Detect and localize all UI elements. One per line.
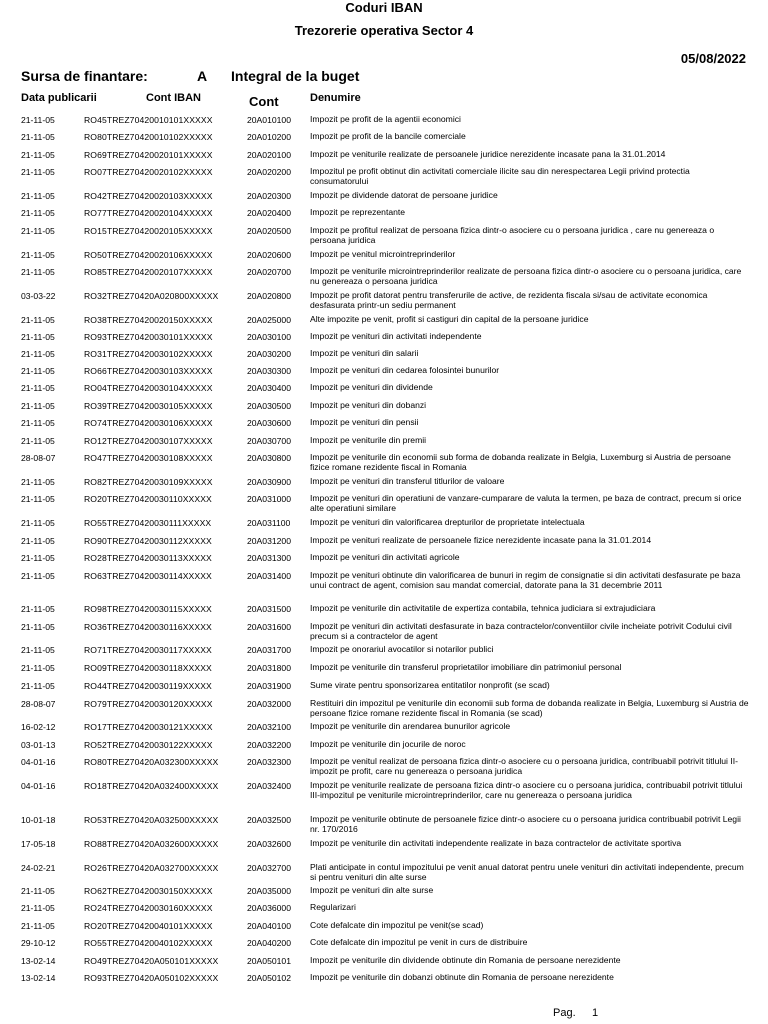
cell-iban: RO39TREZ70420030105XXXXX [84, 401, 213, 411]
cell-cont: 20A010200 [247, 132, 291, 142]
cell-iban: RO69TREZ70420020101XXXXX [84, 150, 213, 160]
cell-date: 04-01-16 [21, 757, 56, 767]
cell-denumire: Impozit pe profit datorat pentru transferurile de active, de rezidenta fiscala si/sau de activitate economica desfasurata printr-un sediu permanent [310, 290, 708, 310]
cell-denumire: Alte impozite pe venit, profit si castiguri din capital de la persoane juridice [310, 314, 589, 324]
column-header-denumire: Denumire [310, 92, 361, 104]
cell-date: 21-11-05 [21, 571, 55, 581]
cell-date: 03-03-22 [21, 291, 56, 301]
cell-denumire: Impozit pe veniturile din jocurile de noroc [310, 739, 466, 749]
cell-date: 04-01-16 [21, 781, 56, 791]
cell-cont: 20A030900 [247, 477, 291, 487]
cell-cont: 20A020500 [247, 226, 291, 236]
cell-denumire: Impozit pe veniturile din dobanzi obtinute din Romania de persoane nerezidente [310, 972, 614, 982]
cell-date: 21-11-05 [21, 115, 55, 125]
cell-iban: RO93TREZ70420030101XXXXX [84, 332, 213, 342]
cell-date: 21-11-05 [21, 208, 55, 218]
cell-iban: RO20TREZ70420030110XXXXX [84, 494, 212, 504]
cell-cont: 20A040100 [247, 921, 291, 931]
cell-cont: 20A031900 [247, 681, 291, 691]
cell-denumire: Impozit pe veniturile din dividende obtinute din Romania de persoane nerezidente [310, 955, 621, 965]
cell-cont: 20A031800 [247, 663, 291, 673]
cell-iban: RO93TREZ70420A050102XXXXX [84, 973, 219, 983]
cell-iban: RO28TREZ70420030113XXXXX [84, 553, 212, 563]
cell-date: 21-11-05 [21, 132, 55, 142]
cell-denumire: Impozit pe venitul microintreprinderilor [310, 249, 456, 259]
cell-cont: 20A030300 [247, 366, 291, 376]
cell-cont: 20A020200 [247, 167, 291, 177]
cell-cont: 20A020100 [247, 150, 291, 160]
cell-denumire: Sume virate pentru sponsorizarea entitatilor nonprofit (se scad) [310, 680, 550, 690]
cell-denumire: Impozit pe veniturile din activitatile de expertiza contabila, tehnica judiciara si extrajudiciara [310, 603, 656, 613]
cell-date: 13-02-14 [21, 973, 56, 983]
cell-date: 21-11-05 [21, 553, 55, 563]
cell-iban: RO85TREZ70420020107XXXXX [84, 267, 213, 277]
cell-date: 21-11-05 [21, 226, 55, 236]
cell-date: 21-11-05 [21, 436, 55, 446]
cell-date: 28-08-07 [21, 699, 56, 709]
cell-cont: 20A020300 [247, 191, 291, 201]
document-title: Coduri IBAN [345, 0, 423, 15]
document-subtitle: Trezorerie operativa Sector 4 [294, 23, 474, 38]
cell-cont: 20A031600 [247, 622, 291, 632]
cell-cont: 20A036000 [247, 903, 291, 913]
cell-iban: RO80TREZ70420A032300XXXXX [84, 757, 219, 767]
cell-iban: RO18TREZ70420A032400XXXXX [84, 781, 219, 791]
cell-date: 10-01-18 [21, 815, 56, 825]
cell-date: 21-11-05 [21, 518, 55, 528]
cell-denumire: Impozit pe venituri din alte surse [310, 885, 434, 895]
cell-cont: 20A050101 [247, 956, 291, 966]
cell-denumire: Impozit pe venituri obtinute din valorificarea de bunuri in regim de consignatie si din activitati desfasurate pe baza unui contract de agent, comision sau mandat comercial, datorate pana la 31 decembrie 2011 [310, 570, 741, 590]
cell-denumire: Impozit pe veniturile din activitati independente realizate in baza contractelor de activitate sportiva [310, 838, 682, 848]
cell-iban: RO62TREZ70420030150XXXXX [84, 886, 213, 896]
cell-denumire: Impozit pe venituri din valorificarea drepturilor de proprietate intelectuala [310, 517, 585, 527]
cell-cont: 20A030400 [247, 383, 291, 393]
cell-denumire: Impozit pe venituri din activitati desfasurate in baza contractelor/conventiilor civile incheiate potrivit Codului civil precum si a contractelor de agent [310, 621, 732, 641]
cell-cont: 20A020800 [247, 291, 291, 301]
cell-date: 21-11-05 [21, 332, 55, 342]
cell-iban: RO07TREZ70420020102XXXXX [84, 167, 213, 177]
cell-cont: 20A032100 [247, 722, 291, 732]
cell-date: 21-11-05 [21, 383, 55, 393]
cell-iban: RO55TREZ70420040102XXXXX [84, 938, 213, 948]
cell-iban: RO09TREZ70420030118XXXXX [84, 663, 212, 673]
cell-denumire: Restituiri din impozitul pe veniturile din economii sub forma de dobanda realizate in Belgia, Luxemburg si Austria de persoane fizice romane rezidente fiscal in Romania (se scad) [310, 698, 749, 718]
cell-date: 21-11-05 [21, 663, 55, 673]
cell-cont: 20A050102 [247, 973, 291, 983]
cell-iban: RO53TREZ70420A032500XXXXX [84, 815, 219, 825]
cell-date: 21-11-05 [21, 477, 55, 487]
cell-date: 21-11-05 [21, 645, 55, 655]
cell-iban: RO66TREZ70420030103XXXXX [84, 366, 213, 376]
cell-cont: 20A030800 [247, 453, 291, 463]
cell-iban: RO20TREZ70420040101XXXXX [84, 921, 213, 931]
cell-cont: 20A032500 [247, 815, 291, 825]
cell-denumire: Impozit pe venituri din salarii [310, 348, 419, 358]
cell-cont: 20A032600 [247, 839, 291, 849]
cell-date: 21-11-05 [21, 681, 55, 691]
cell-cont: 20A031500 [247, 604, 291, 614]
cell-denumire: Impozit pe venituri realizate de persoanele fizice nerezidente incasate pana la 31.01.2014 [310, 535, 652, 545]
cell-date: 21-11-05 [21, 921, 55, 931]
cell-denumire: Impozit pe veniturile din transferul proprietatilor imobiliare din patrimoniul personal [310, 662, 622, 672]
cell-date: 21-11-05 [21, 167, 55, 177]
cell-date: 21-11-05 [21, 267, 55, 277]
cell-date: 16-02-12 [21, 722, 56, 732]
cell-denumire: Impozit pe venituri din operatiuni de vanzare-cumparare de valuta la termen, pe baza de contract, precum si orice alte operatiuni similare [310, 493, 742, 513]
cell-denumire: Impozit pe veniturile din arendarea bunurilor agricole [310, 721, 511, 731]
cell-denumire: Impozit pe venituri din activitati independente [310, 331, 482, 341]
cell-denumire: Impozit pe venituri din pensii [310, 417, 419, 427]
cell-iban: RO42TREZ70420020103XXXXX [84, 191, 213, 201]
source-code: A [197, 68, 208, 84]
cell-denumire: Impozit pe venituri din cedarea folosintei bunurilor [310, 365, 500, 375]
cell-iban: RO55TREZ70420030111XXXXX [84, 518, 212, 528]
source-description: Integral de la buget [231, 68, 360, 84]
cell-cont: 20A010100 [247, 115, 291, 125]
cell-iban: RO80TREZ70420010102XXXXX [84, 132, 213, 142]
cell-denumire: Impozit pe venituri din activitati agricole [310, 552, 460, 562]
cell-cont: 20A030100 [247, 332, 291, 342]
cell-cont: 20A030500 [247, 401, 291, 411]
cell-cont: 20A032700 [247, 863, 291, 873]
cell-denumire: Impozit pe profit de la bancile comerciale [310, 131, 466, 141]
cell-denumire: Impozit pe venituri din dividende [310, 382, 433, 392]
cell-date: 28-08-07 [21, 453, 56, 463]
cell-date: 21-11-05 [21, 418, 55, 428]
cell-iban: RO26TREZ70420A032700XXXXX [84, 863, 219, 873]
cell-denumire: Impozit pe venitul realizat de persoana fizica dintr-o asociere cu o persoana juridica, contribuabil potrivit titlului II-impozit pe profit, care nu genereaza o persoana juridica [310, 756, 738, 776]
cell-cont: 20A031400 [247, 571, 291, 581]
cell-cont: 20A040200 [247, 938, 291, 948]
cell-iban: RO47TREZ70420030108XXXXX [84, 453, 213, 463]
cell-date: 21-11-05 [21, 250, 55, 260]
cell-date: 21-11-05 [21, 494, 55, 504]
cell-iban: RO52TREZ70420030122XXXXX [84, 740, 213, 750]
cell-denumire: Impozit pe veniturile microintreprinderilor realizate de persoana fizica dintr-o asociere cu o persoana juridica, care nu genereaza o persoana juridica [310, 266, 742, 286]
column-header-date: Data publicarii [21, 92, 97, 104]
cell-cont: 20A020600 [247, 250, 291, 260]
cell-cont: 20A031200 [247, 536, 291, 546]
cell-date: 03-01-13 [21, 740, 56, 750]
cell-cont: 20A025000 [247, 315, 291, 325]
cell-iban: RO88TREZ70420A032600XXXXX [84, 839, 219, 849]
cell-iban: RO90TREZ70420030112XXXXX [84, 536, 212, 546]
cell-date: 21-11-05 [21, 191, 55, 201]
column-header-cont: Cont [249, 94, 279, 109]
cell-denumire: Impozit pe onorariul avocatilor si notarilor publici [310, 644, 494, 654]
cell-iban: RO82TREZ70420030109XXXXX [84, 477, 213, 487]
cell-denumire: Impozit pe profitul realizat de persoana fizica dintr-o asociere cu o persoana juridica , care nu genereaza o persoana juridica [310, 225, 715, 245]
cell-date: 21-11-05 [21, 604, 55, 614]
cell-cont: 20A035000 [247, 886, 291, 896]
cell-denumire: Impozit pe veniturile din economii sub forma de dobanda realizate in Belgia, Luxemburg si Austria de persoane fizice romane rezidente fiscal in Romania [310, 452, 731, 472]
cell-iban: RO15TREZ70420020105XXXXX [84, 226, 213, 236]
cell-denumire: Impozit pe venituri din transferul titlurilor de valoare [310, 476, 505, 486]
page-number: 1 [592, 1007, 599, 1019]
cell-date: 21-11-05 [21, 401, 55, 411]
cell-iban: RO24TREZ70420030160XXXXX [84, 903, 213, 913]
cell-denumire: Regularizari [310, 902, 356, 912]
cell-date: 17-05-18 [21, 839, 56, 849]
cell-date: 24-02-21 [21, 863, 56, 873]
cell-iban: RO31TREZ70420030102XXXXX [84, 349, 213, 359]
cell-denumire: Impozit pe veniturile realizate de persoanele juridice nerezidente incasate pana la 31.01.2014 [310, 149, 666, 159]
cell-date: 21-11-05 [21, 150, 55, 160]
cell-iban: RO32TREZ70420A020800XXXXX [84, 291, 219, 301]
cell-cont: 20A031700 [247, 645, 291, 655]
cell-date: 21-11-05 [21, 886, 55, 896]
cell-cont: 20A031100 [247, 518, 291, 528]
cell-cont: 20A020700 [247, 267, 291, 277]
cell-iban: RO63TREZ70420030114XXXXX [84, 571, 212, 581]
cell-cont: 20A031000 [247, 494, 291, 504]
cell-denumire: Cote defalcate din impozitul pe venit in curs de distribuire [310, 937, 528, 947]
cell-cont: 20A032200 [247, 740, 291, 750]
cell-date: 21-11-05 [21, 315, 55, 325]
cell-denumire: Impozit pe reprezentante [310, 207, 406, 217]
cell-iban: RO45TREZ70420010101XXXXX [84, 115, 213, 125]
cell-denumire: Impozit pe veniturile obtinute de persoanele fizice dintr-o asociere cu o persoana juridica contribuabil potrivit Legii nr. 170/2016 [310, 814, 741, 834]
cell-denumire: Cote defalcate din impozitul pe venit(se scad) [310, 920, 484, 930]
cell-denumire: Plati anticipate in contul impozitului pe venit anual datorat pentru unele venituri din activitati independente, precum si pentru venituri din alte surse [310, 862, 744, 882]
cell-iban: RO36TREZ70420030116XXXXX [84, 622, 212, 632]
cell-date: 21-11-05 [21, 622, 55, 632]
cell-iban: RO74TREZ70420030106XXXXX [84, 418, 213, 428]
cell-cont: 20A032400 [247, 781, 291, 791]
cell-iban: RO79TREZ70420030120XXXXX [84, 699, 213, 709]
cell-date: 21-11-05 [21, 349, 55, 359]
cell-cont: 20A031300 [247, 553, 291, 563]
cell-iban: RO50TREZ70420020106XXXXX [84, 250, 213, 260]
source-label: Sursa de finantare: [21, 68, 148, 84]
cell-iban: RO12TREZ70420030107XXXXX [84, 436, 213, 446]
cell-date: 21-11-05 [21, 536, 55, 546]
cell-date: 13-02-14 [21, 956, 56, 966]
cell-denumire: Impozit pe venituri din dobanzi [310, 400, 427, 410]
page-label: Pag. [553, 1007, 576, 1019]
cell-denumire: Impozit pe dividende datorat de persoane juridice [310, 190, 498, 200]
cell-iban: RO98TREZ70420030115XXXXX [84, 604, 212, 614]
cell-cont: 20A030200 [247, 349, 291, 359]
cell-iban: RO49TREZ70420A050101XXXXX [84, 956, 219, 966]
cell-date: 21-11-05 [21, 366, 55, 376]
cell-iban: RO17TREZ70420030121XXXXX [84, 722, 213, 732]
column-header-iban: Cont IBAN [146, 92, 201, 104]
cell-denumire: Impozit pe profit de la agentii economici [310, 114, 461, 124]
cell-denumire: Impozitul pe profit obtinut din activitati comerciale ilicite sau din nerespectarea Legii privind protectia consumatorului [310, 166, 690, 186]
cell-iban: RO38TREZ70420020150XXXXX [84, 315, 213, 325]
cell-iban: RO71TREZ70420030117XXXXX [84, 645, 212, 655]
cell-date: 21-11-05 [21, 903, 55, 913]
cell-iban: RO77TREZ70420020104XXXXX [84, 208, 213, 218]
cell-denumire: Impozit pe veniturile realizate de persoana fizica dintr-o asociere cu o persoana juridica, contribuabil potrivit titlului III-impozitul pe veniturile microintreprinderilor, care nu genereaza o persoana juridica [310, 780, 743, 800]
cell-cont: 20A030600 [247, 418, 291, 428]
cell-cont: 20A020400 [247, 208, 291, 218]
cell-date: 29-10-12 [21, 938, 56, 948]
cell-cont: 20A032000 [247, 699, 291, 709]
cell-iban: RO44TREZ70420030119XXXXX [84, 681, 212, 691]
cell-iban: RO04TREZ70420030104XXXXX [84, 383, 213, 393]
cell-denumire: Impozit pe veniturile din premii [310, 435, 427, 445]
document-date: 05/08/2022 [680, 51, 746, 66]
cell-cont: 20A032300 [247, 757, 291, 767]
cell-cont: 20A030700 [247, 436, 291, 446]
